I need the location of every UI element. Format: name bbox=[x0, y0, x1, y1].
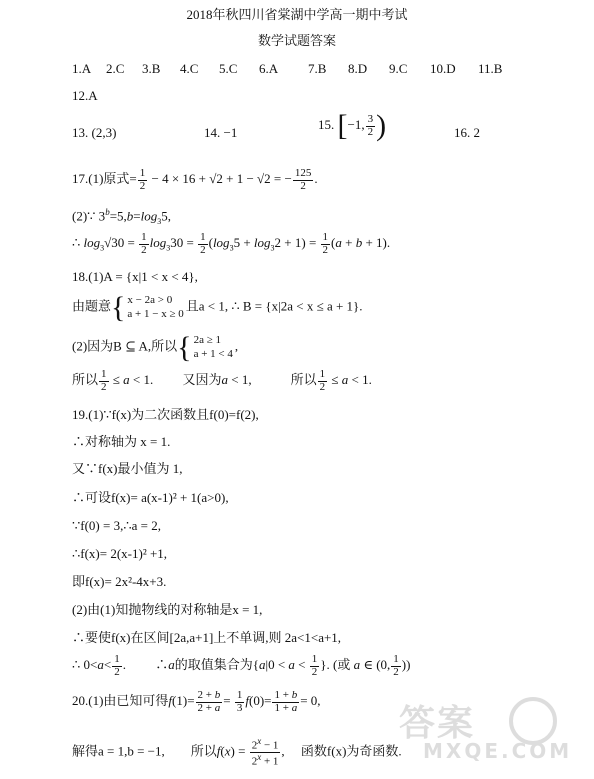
answer-14: 14. −1 bbox=[204, 125, 238, 140]
mcq-7: 7.B bbox=[308, 61, 327, 76]
answer-16: 16. 2 bbox=[454, 125, 480, 140]
q19-line2: ∴对称轴为 x = 1. bbox=[72, 434, 171, 449]
mcq-8: 8.D bbox=[348, 61, 368, 76]
frac-2b-2a: $\frac{2 + b}{2 + a}$ bbox=[197, 689, 221, 714]
q20-end: 函数f(x)为奇函数. bbox=[300, 743, 402, 759]
answer-15 bbox=[318, 109, 387, 143]
q19-line3: 又∵f(x)最小值为 1, bbox=[72, 461, 183, 476]
q18-system bbox=[72, 290, 363, 324]
q20-line1: 20.(1)由已知可得f(1)= $\frac{2 + b}{2 + a}$ = $\frac{1}{3}$ f(0)= $\frac{1 + b}{1 + a}$ = 0, bbox=[72, 689, 321, 714]
q17-part2: (2)∵ $3^b=5,b=\log_35$, bbox=[72, 207, 171, 226]
q19-line7: 即f(x)= 2x²-4x+3. bbox=[72, 574, 167, 589]
frac-num: 3 bbox=[367, 113, 374, 125]
q19-line9: ∴要使f(x)在区间[2a,a+1]上不单调,则 2a<1<a+1, bbox=[72, 630, 342, 645]
fraction-3-2 bbox=[366, 114, 376, 138]
q19-line5: ∵f(0) = 3,∴a = 2, bbox=[72, 518, 161, 533]
q18-system-intro: 由题意 bbox=[72, 298, 112, 314]
frac-half-4: $\frac{1}{2}$ bbox=[322, 231, 329, 256]
frac-1b-1a: $\frac{1 + b}{1 + a}$ bbox=[274, 689, 298, 714]
right-paren: ) bbox=[376, 109, 387, 143]
answer-15-label: 15. bbox=[318, 117, 335, 133]
q19-line10: ∴ 0<a< $\frac{1}{2}$ . ∴a的取值集合为{a|0 < a < $\frac{1}{2}$ }. (或 a ∈ (0, $\frac{1}{2}$ )) bbox=[72, 653, 411, 678]
q17-log-eq: ∴ $\log_3√30$ = $\frac{1}{2}$ $\log_330$ = $\frac{1}{2}$ $(\log_35 + \log_32 + 1)$ = $\frac{1}{2}$ (a + b + 1). bbox=[72, 231, 391, 256]
q18-part2-intro: (2)因为B ⊆ A,所以 bbox=[72, 338, 178, 354]
q19-line1: 19.(1)∵f(x)为二次函数且f(0)=f(2), bbox=[72, 407, 259, 422]
watermark-text-url: MXQE.COM bbox=[423, 739, 573, 763]
q17-part2-label: (2)∵ 3 bbox=[72, 208, 106, 224]
frac-half-3: $\frac{1}{2}$ bbox=[200, 231, 206, 256]
q18-part2-tail: , bbox=[234, 338, 239, 354]
frac-den: 2 bbox=[367, 125, 374, 138]
frac-half-6: $\frac{1}{2}$ bbox=[319, 368, 326, 393]
inequality-system: x − 2a > 0 a + 1 − x ≥ 0 bbox=[127, 294, 184, 320]
q18-part2 bbox=[72, 330, 239, 364]
left-brace-2: { bbox=[177, 330, 192, 364]
mcq-1: 1.A bbox=[72, 61, 92, 76]
mcq-4: 4.C bbox=[180, 61, 199, 76]
mcq-6: 6.A bbox=[259, 61, 279, 76]
mcq-12: 12.A bbox=[72, 88, 98, 103]
mcq-5: 5.C bbox=[219, 61, 238, 76]
q20-tail: 解得a = 1,b = −1, 所以 bbox=[72, 743, 217, 759]
q20-intro: 20.(1)由已知可得 bbox=[72, 693, 169, 709]
watermark-circle-icon bbox=[509, 697, 557, 745]
mcq-3: 3.B bbox=[142, 61, 161, 76]
frac-half-5: $\frac{1}{2}$ bbox=[101, 368, 107, 393]
left-brace: { bbox=[111, 290, 126, 324]
frac-half-9: $\frac{1}{2}$ bbox=[393, 653, 399, 678]
mcq-2: 2.C bbox=[106, 61, 125, 76]
q20-line2: 解得a = 1,b = −1, 所以f(x) = $\frac{2^x - 1}{2^x + 1}$ , 函数f(x)为奇函数. bbox=[72, 736, 402, 768]
watermark-text-cn: 答案 bbox=[399, 703, 476, 744]
watermark-logo bbox=[389, 695, 573, 765]
answer-subtitle: 数学试题答案 bbox=[257, 33, 336, 48]
frac-half-7: $\frac{1}{2}$ bbox=[114, 653, 120, 678]
answer-13: 13. (2,3) bbox=[72, 125, 117, 140]
mcq-11: 11.B bbox=[478, 61, 503, 76]
q18-part1: 18.(1)A = {x|1 < x < 4}, bbox=[72, 269, 198, 284]
frac-2x: $\frac{2^x - 1}{2^x + 1}$ bbox=[251, 736, 279, 768]
frac-125-2: $\frac{125}{2}$ bbox=[294, 167, 312, 192]
mcq-9: 9.C bbox=[389, 61, 408, 76]
q17-part1: 17.(1)原式= $\frac{1}{2}$ − 4 × 16 + √2 + 1 − √2 = − $\frac{125}{2}$ . bbox=[72, 167, 318, 192]
q19-line8: (2)由(1)知抛物线的对称轴是x = 1, bbox=[72, 602, 263, 617]
q19-line6: ∴f(x)= 2(x-1)² +1, bbox=[72, 546, 168, 561]
q18-conclusion: 所以 $\frac{1}{2}$ ≤ a < 1. 又因为a < 1, 所以 $\frac{1}{2}$ ≤ a < 1. bbox=[72, 368, 372, 393]
q17-part1-label: 17.(1)原式= bbox=[72, 171, 137, 187]
left-bracket: [ bbox=[337, 109, 348, 143]
answer-15-left: −1, bbox=[347, 117, 365, 133]
q18-system-tail: 且a < 1, ∴ B = {x|2a < x ≤ a + 1}. bbox=[185, 298, 363, 314]
inequality-system-2: 2a ≥ 1 a + 1 < 4 bbox=[193, 334, 233, 360]
frac-half: $\frac{1}{2}$ bbox=[139, 167, 146, 192]
frac-1-3: $\frac{1}{3}$ bbox=[236, 689, 243, 714]
frac-half-2: $\frac{1}{2}$ bbox=[141, 231, 147, 256]
q19-line4: ∴可设f(x)= a(x-1)² + 1(a>0), bbox=[72, 490, 229, 505]
frac-half-8: $\frac{1}{2}$ bbox=[311, 653, 318, 678]
mcq-10: 10.D bbox=[430, 61, 456, 76]
exam-title: 2018年秋四川省棠湖中学高一期中考试 bbox=[186, 7, 408, 22]
